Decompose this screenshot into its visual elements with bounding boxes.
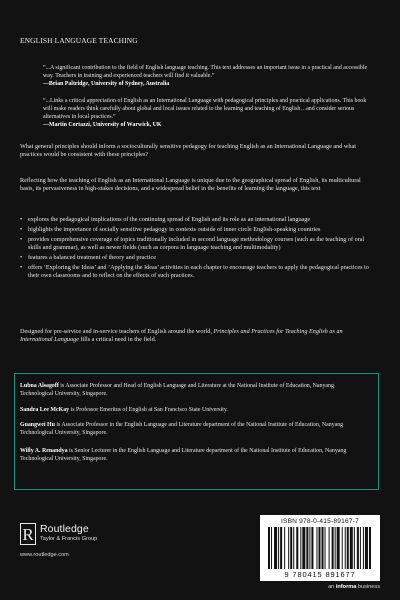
barcode-bar: [350, 527, 353, 569]
barcode-bar: [332, 527, 334, 569]
barcode-bar: [316, 527, 317, 569]
praise-quote-text: “...Links a critical appreciation of English as an International Language with pedagogical principles and practical applications. This book will make readers think carefully about global and local issues related to the learning and teaching of English…and consider serious alternatives in local practices.”: [43, 98, 367, 120]
author-bio: [20, 421, 360, 437]
barcode-bar: [325, 527, 326, 569]
barcode-bar: [280, 527, 282, 569]
feature-text: offers ‘Exploring the Ideas’ and ‘Applying the Ideas’ activities in each chapter to encourage teachers to apply the pedagogical practices to their own classrooms and to reflect on the effects of such practices.: [28, 263, 369, 280]
feature-text: explores the pedagogical implications of the continuing spread of English and its role as an international language: [28, 216, 311, 223]
barcode-bar: [329, 527, 330, 569]
barcode-bar: [322, 527, 324, 569]
feature-text: features a balanced treatment of theory and practice: [28, 253, 156, 261]
author-bio: [20, 382, 360, 398]
barcode-bar: [342, 527, 343, 569]
informa-tagline: [328, 584, 380, 590]
intro-question-paragraph: What general principles should inform a socioculturally sensitive pedagogy for teaching English as an International Language and what practices would be consistent with these principles?: [20, 143, 356, 159]
barcode-bar: [354, 527, 355, 569]
author-bio-text: is Associate Professor in the English Language and Literature department of the National Institute of Education, Nanyang Technological University, Singapore.: [20, 422, 344, 436]
barcode-bar: [274, 527, 277, 569]
barcode-bar: [288, 527, 289, 569]
publisher-website: www.routledge.com: [20, 552, 69, 558]
subject-label: ENGLISH LANGUAGE TEACHING: [20, 36, 138, 45]
informa-brand: informa: [335, 584, 357, 590]
feature-list-item: [20, 236, 376, 253]
barcode-bar: [369, 527, 371, 569]
barcode-bar: [293, 527, 294, 569]
designed-for-paragraph: [20, 328, 376, 345]
praise-attribution: —Martin Cortazzi, University of Warwick, UK: [43, 122, 162, 128]
barcode-bar: [347, 527, 349, 569]
barcode-bar: [360, 527, 361, 569]
author-name: Guangwei Hu: [20, 422, 55, 428]
barcode-bar: [363, 527, 364, 569]
barcode-bar: [365, 527, 368, 569]
barcode-bar: [337, 527, 340, 569]
routledge-r-icon: [20, 523, 36, 545]
barcode-bar: [357, 527, 359, 569]
barcode-bar: [335, 527, 336, 569]
barcode-bar: [284, 527, 285, 569]
bullet-icon: •: [20, 253, 23, 261]
author-name: Willy A. Renandya: [20, 448, 68, 454]
author-bio: [20, 447, 360, 463]
praise-quote-1: [43, 64, 375, 88]
barcode-bar: [290, 527, 292, 569]
book-title: Principles and Practices for Teaching English as an International Language: [20, 328, 343, 344]
bullet-icon: •: [20, 216, 23, 223]
feature-list-item: [20, 216, 376, 224]
publisher-group: Taylor & Francis Group: [40, 536, 98, 542]
reflecting-paragraph: Reflecting how the teaching of English as an International Language is unique due to the geographical spread of English, its multicultural basis, its pervasiveness in high-stakes decisions, and a widespread belief in the benefits of learning the language, this text: [20, 177, 361, 193]
barcode-bar: [278, 527, 279, 569]
feature-list-item: [20, 226, 376, 234]
feature-text: provides comprehensive coverage of topics traditionally included in second language methodology courses (such as the teaching of oral skills and grammar), as well as newer fields (such as corpora in language teaching and multimodality): [28, 235, 365, 252]
feature-list-item: [20, 254, 376, 262]
svg-text:R: R: [22, 525, 34, 544]
barcode-bar: [300, 527, 301, 569]
praise-quote-text: “...A significant contribution to the field of English language teaching. This text addresses an important issue in a practical and accessible way. Teachers in training and experienced teachers will find it valuable.”: [43, 65, 368, 79]
feature-list-item: [20, 264, 376, 281]
barcode-bar: [296, 527, 298, 569]
informa-suffix: business: [356, 584, 380, 590]
isbn-barcode-panel: [260, 515, 380, 581]
praise-attribution: —Brian Paltridge, University of Sydney, Australia: [43, 81, 170, 87]
barcode-bar: [271, 527, 272, 569]
barcode-bar: [345, 527, 346, 569]
praise-quote-2: [43, 97, 375, 129]
publisher-name: Routledge: [40, 523, 89, 535]
barcode-icon: [268, 527, 372, 569]
isbn-label: ISBN 978-0-415-89167-7: [280, 518, 360, 525]
author-bio-text: is Senior Lecturer in the English Language and Literature department of the National Institute of Education, Nanyang Technological University, Singapore.: [20, 448, 347, 462]
barcode-bar: [318, 527, 320, 569]
informa-prefix: an: [328, 584, 336, 590]
feature-text: highlights the importance of socially sensitive pedagogy in contexts outside of inner circle English-speaking countries: [28, 225, 321, 233]
barcode-bar: [309, 527, 310, 569]
barcode-bar: [311, 527, 313, 569]
barcode-bar: [302, 527, 305, 569]
bullet-icon: •: [20, 263, 23, 271]
barcode-bar: [306, 527, 308, 569]
author-bio: [20, 406, 360, 414]
designed-for-text-end: fills a critical need in the field.: [78, 336, 157, 344]
author-bio-text: is Professor Emeritus of English at San Francisco State University.: [69, 407, 228, 413]
publisher-logo: [20, 523, 130, 547]
author-bio-text: is Associate Professor and Head of English Language and Literature at the National Institute of Education, Nanyang Technological University, Singapore.: [20, 383, 334, 397]
bullet-icon: •: [20, 225, 23, 233]
barcode-bar: [268, 527, 270, 569]
author-name: Sandra Lee McKay: [20, 407, 70, 413]
feature-list: [20, 216, 376, 282]
author-name: Lubna Alsagoff: [20, 383, 59, 389]
designed-for-text: Designed for pre-service and in-service teachers of English around the world,: [20, 328, 214, 335]
bullet-icon: •: [20, 235, 23, 243]
barcode-digits: 9 780415 891677: [284, 570, 356, 579]
